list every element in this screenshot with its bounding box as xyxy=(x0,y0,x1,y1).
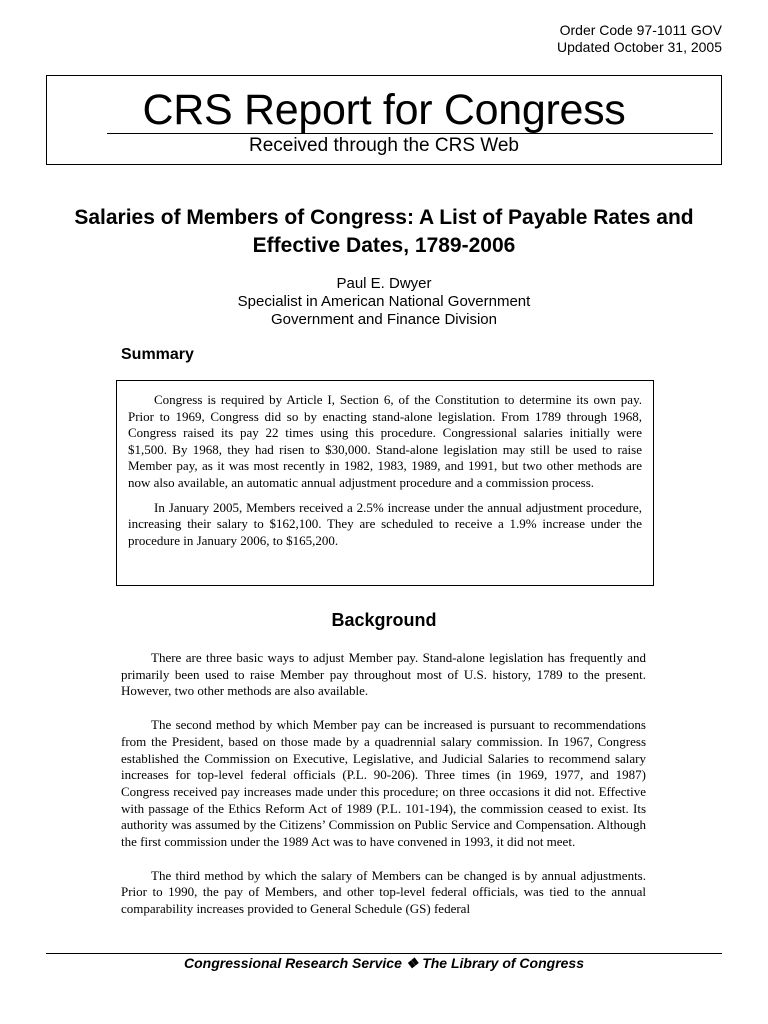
author-title: Specialist in American National Government xyxy=(237,293,531,310)
masthead-subtitle: Received through the CRS Web xyxy=(248,135,520,156)
footer-text: Congressional Research Service ❖ The Library of Congress xyxy=(183,955,585,971)
body-paragraph: The third method by which the salary of Members can be changed is by annual adjustments. Prior to 1990, the pay of Members, and other top-level federal officials, was tied to the annual comparability increases provided to General Schedule (GS) federal xyxy=(121,867,646,917)
masthead-box xyxy=(46,75,722,165)
summary-paragraph: In January 2005, Members received a 2.5% increase under the annual adjustment procedure, increasing their salary to $162,100. They are scheduled to receive a 1.9% increase under the procedure in January 2006, to $165,200. xyxy=(128,499,642,548)
summary-heading: Summary xyxy=(121,346,194,363)
updated-date: Updated October 31, 2005 xyxy=(556,39,722,55)
summary-paragraph: Congress is required by Article I, Section 6, of the Constitution to determine its own pay. Prior to 1969, Congress did so by enacting stand-alone legislation. From 1789 through 1968, Congress raised its pay 22 times using this procedure. Congressional salaries initially were $1,500. By 1968, they had risen to $30,000. Stand-alone legislation may still be used to raise Member pay, as it was most recently in 1982, 1983, 1989, and 1991, but two other methods are now also available, an automatic annual adjustment procedure and a commission process. xyxy=(128,392,642,490)
order-code: Order Code 97-1011 GOV xyxy=(559,22,722,38)
body-paragraph: There are three basic ways to adjust Member pay. Stand-alone legislation has frequently and primarily been used to raise Member pay throughout most of U.S. history, 1789 to the present. However, two other methods are also available. xyxy=(121,650,646,699)
background-heading: Background xyxy=(331,610,437,630)
footer-rule xyxy=(46,953,722,954)
author-division: Government and Finance Division xyxy=(271,311,497,328)
summary-box xyxy=(116,380,654,586)
masthead-title: CRS Report for Congress xyxy=(142,86,626,134)
report-title: Salaries of Members of Congress: A List of Payable Rates and Effective Dates, 1789-2006 xyxy=(74,206,694,257)
background-body xyxy=(121,650,646,935)
order-info xyxy=(557,22,722,56)
body-paragraph: The second method by which Member pay can be increased is pursuant to recommendations from the President, based on those made by a quadrennial salary commission. In 1967, Congress established the Commission on Executive, Legislative, and Judicial Salaries to recommend salary increases for top-level federal officials (P.L. 90-206). Three times (in 1969, 1977, and 1987) Congress received pay increases made under this procedure; on three occasions it did not. Effective with passage of the Ethics Reform Act of 1989 (P.L. 101-194), the commission ceased to exist. Its authority was assumed by the Citizens’ Commission on Public Service and Compensation. Although the first commission under the 1989 Act was to have convened in 1993, it did not meet. xyxy=(121,717,646,850)
author-block xyxy=(60,275,708,329)
author-name: Paul E. Dwyer xyxy=(336,275,432,292)
